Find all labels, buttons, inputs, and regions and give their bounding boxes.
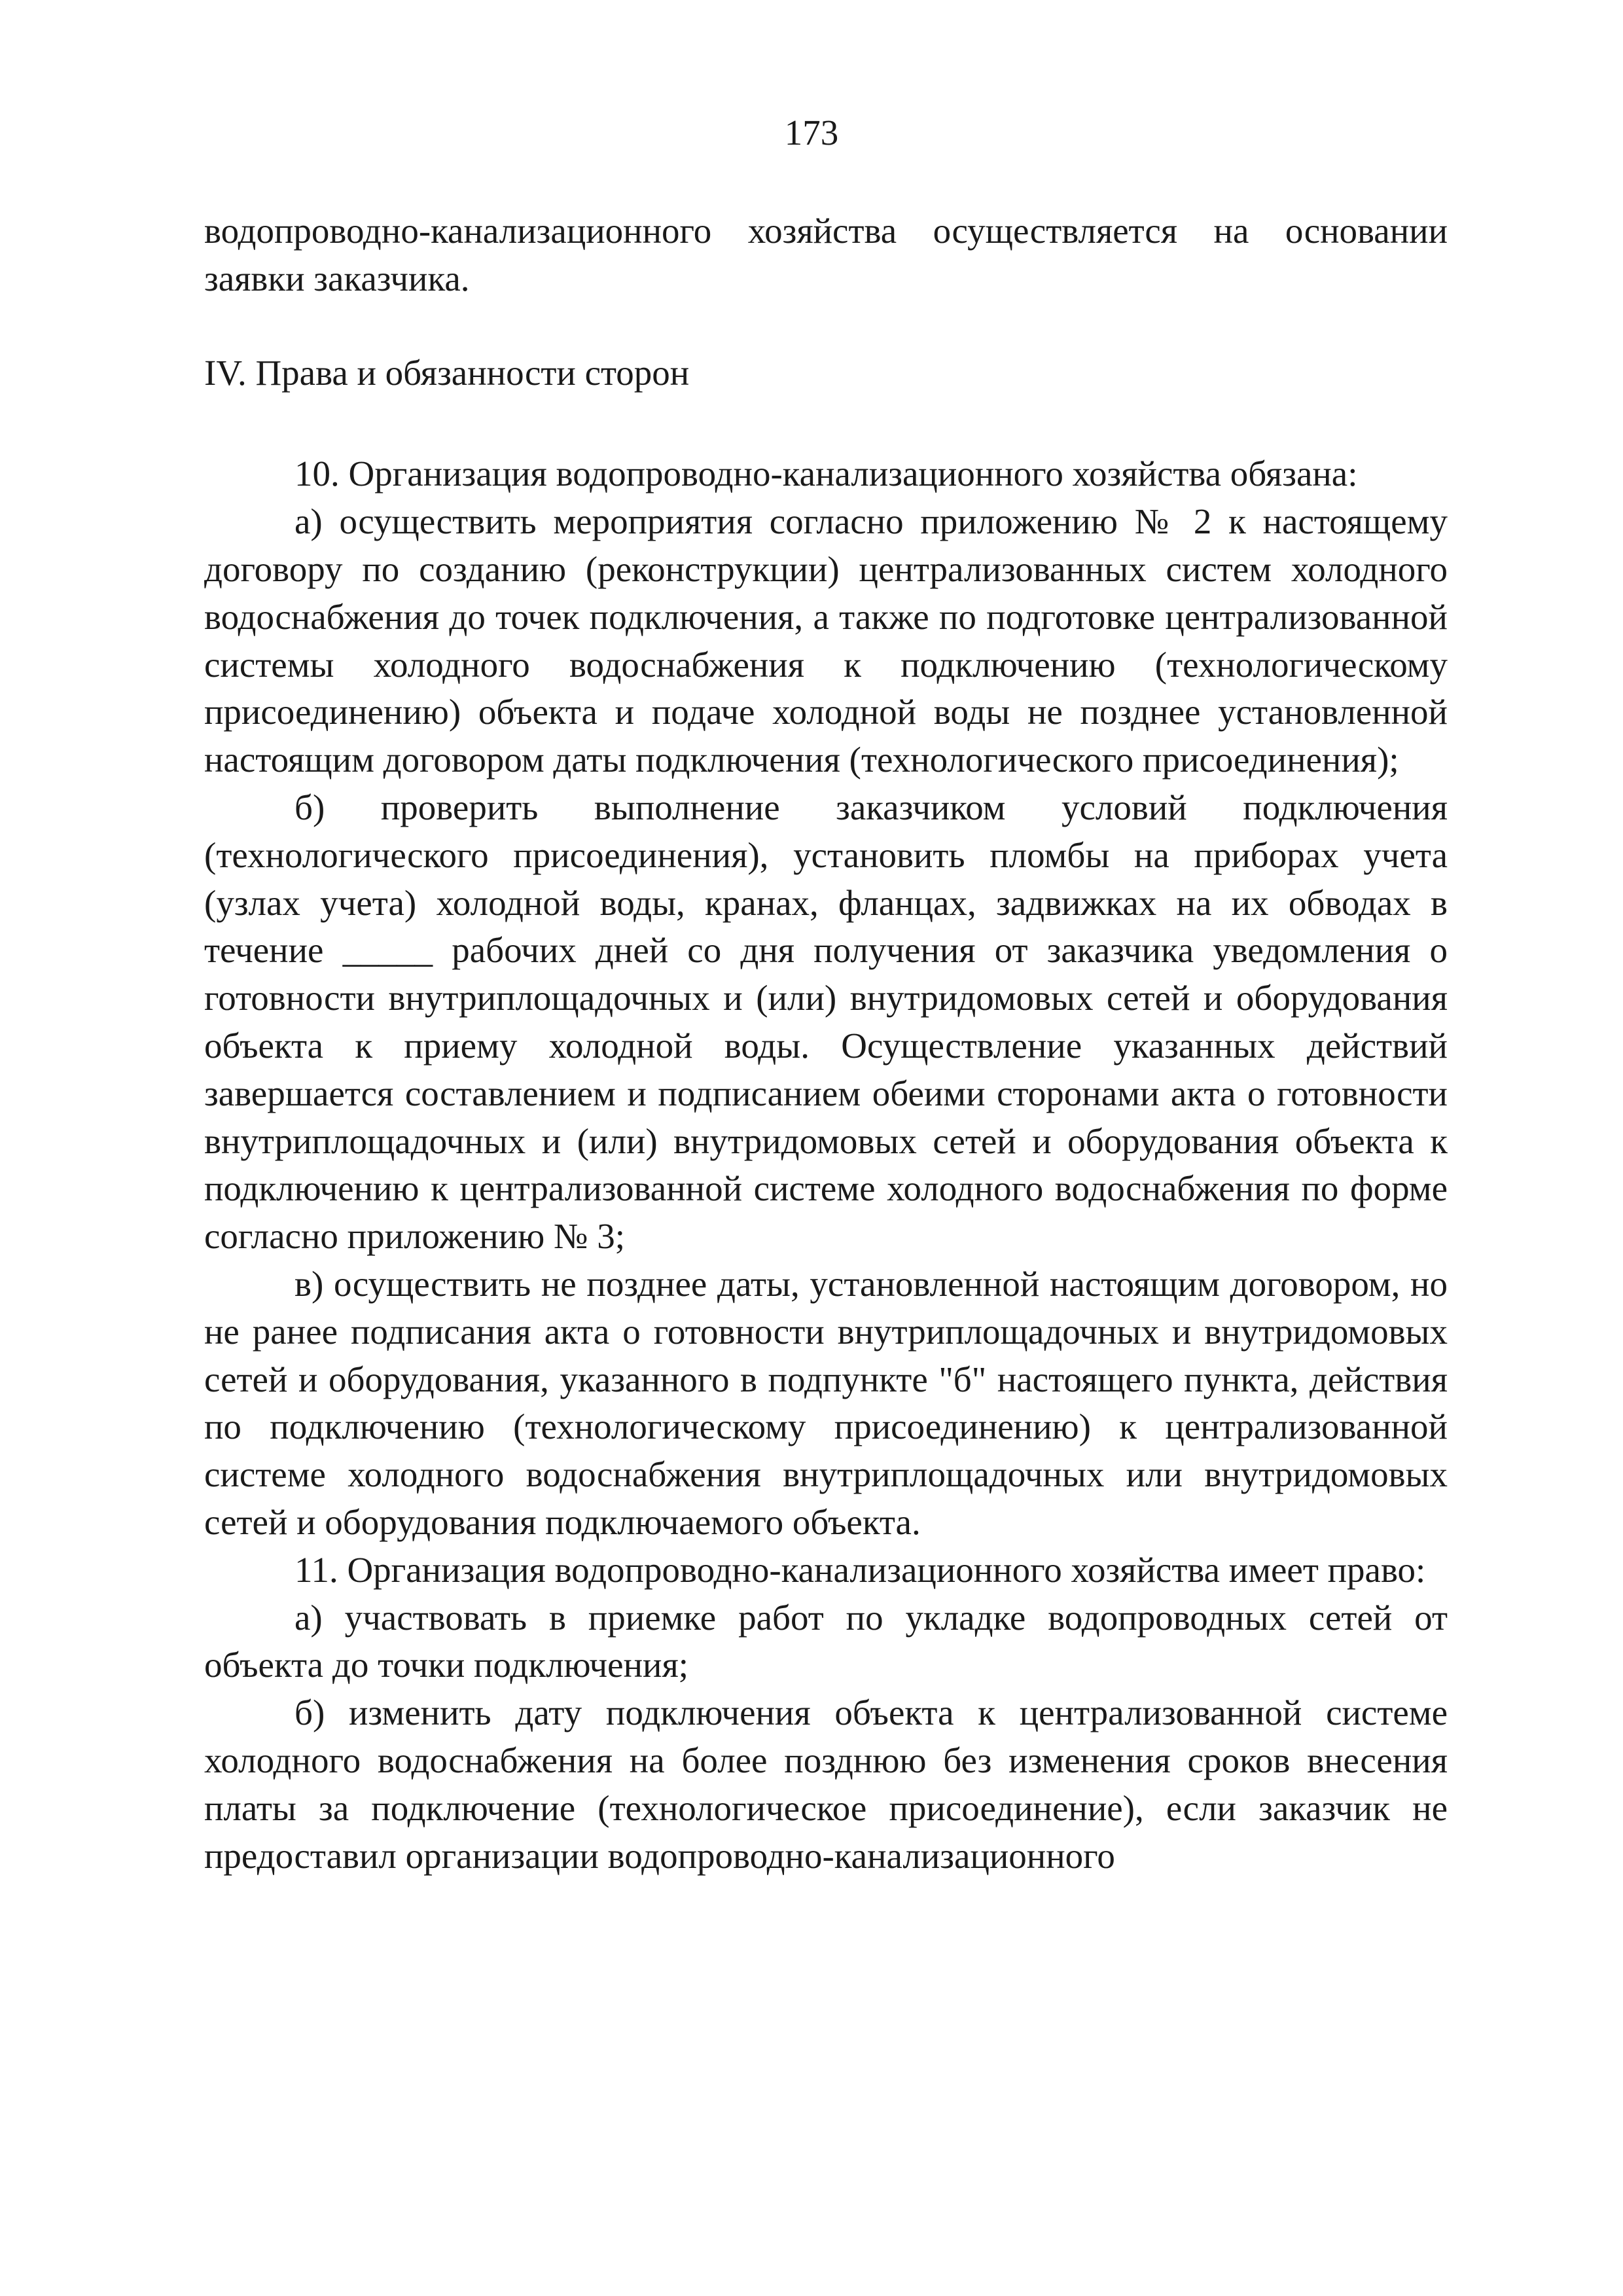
clause-10-v: в) осуществить не позднее даты, установленной настоящим договором, но не ранее подписания акта о готовности внутриплощадочных и внутридомовых сетей и оборудования, указанного в подпункте "б" настоящего пункта, действия по подключению (технологическому присоединению) к централизованной системе холодного водоснабжения внутриплощадочных или внутридомовых сетей и оборудования подключаемого объекта. <box>204 1263 1448 1542</box>
clause-10: 10. Организация водопроводно-канализационного хозяйства обязана: <box>294 454 1358 494</box>
clause-10-b: б) проверить выполнение заказчиком условий подключения (технологического присоединения), установить пломбы на приборах учета (узлах учета) холодной воды, кранах, фланцах, задвижках на их обводах в течение _____ рабочих дней со дня получения от заказчика уведомления о готовности внутриплощадочных и (или) внутридомовых сетей и оборудования объекта к приему холодной воды. Осуществление указанных действий завершается составлением и подписанием обеими сторонами акта о готовности внутриплощадочных и (или) внутридомовых сетей и оборудования объекта к подключению к централизованной системе холодного водоснабжения по форме согласно приложению № 3; <box>204 787 1448 1257</box>
clause-11: 11. Организация водопроводно-канализационного хозяйства имеет право: <box>294 1549 1426 1590</box>
paragraph-continuation: водопроводно-канализационного хозяйства осуществляется на основании заявки заказчика. <box>204 211 1448 298</box>
page-number: 173 <box>784 113 839 152</box>
clause-11-a: а) участвовать в приемке работ по укладке водопроводных сетей от объекта до точки подключения; <box>204 1597 1448 1685</box>
clause-11-b: б) изменить дату подключения объекта к централизованной системе холодного водоснабжения на более позднюю без изменения сроков внесения платы за подключение (технологическое присоединение), если заказчик не предоставил организации водопроводно-канализационного <box>204 1693 1448 1876</box>
section-heading: IV. Права и обязанности сторон <box>204 352 690 393</box>
document-body <box>204 207 1448 1880</box>
clause-10-a: а) осуществить мероприятия согласно приложению № 2 к настоящему договору по созданию (реконструкции) централизованных систем холодного водоснабжения до точек подключения, а также по подготовке централизованной системы холодного водоснабжения к подключению (технологическому присоединению) объекта и подаче холодной воды не позднее установленной настоящим договором даты подключения (технологического присоединения); <box>204 501 1448 780</box>
